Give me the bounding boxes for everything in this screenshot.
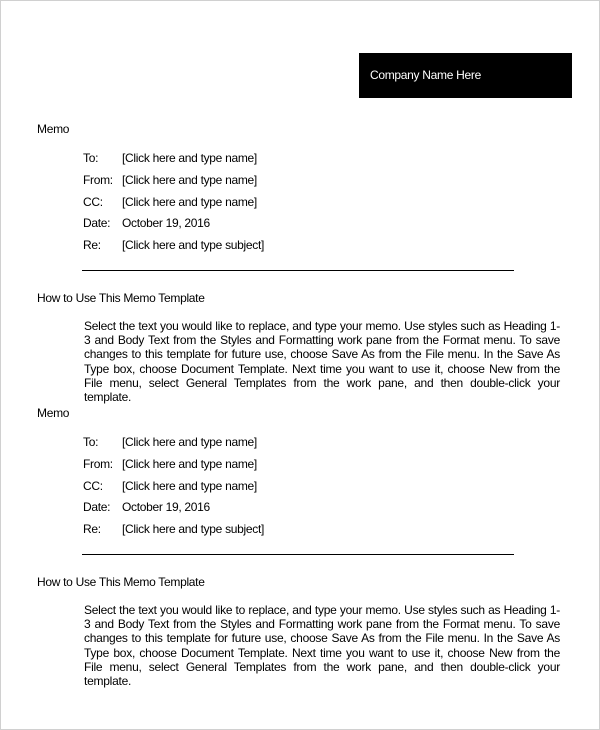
howto-heading: How to Use This Memo Template: [37, 291, 205, 305]
from-field-row[interactable]: [83, 456, 257, 472]
cc-value[interactable]: [Click here and type name]: [122, 479, 257, 493]
re-value[interactable]: [Click here and type subject]: [122, 238, 265, 252]
howto-heading: How to Use This Memo Template: [37, 575, 205, 589]
date-value[interactable]: October 19, 2016: [122, 216, 210, 230]
cc-value[interactable]: [Click here and type name]: [122, 195, 257, 209]
cc-field-row[interactable]: [83, 194, 257, 210]
divider-line: [82, 270, 514, 271]
divider-line: [82, 554, 514, 555]
cc-label: CC:: [83, 195, 103, 209]
cc-field-row[interactable]: [83, 478, 257, 494]
memo-title: Memo: [37, 122, 70, 136]
from-value[interactable]: [Click here and type name]: [122, 457, 257, 471]
date-field-row[interactable]: [83, 215, 210, 231]
from-value[interactable]: [Click here and type name]: [122, 173, 257, 187]
howto-body[interactable]: Select the text you would like to replace, and type your memo. Use styles such as Heading 1-3 and Body Text from the Styles and Formatting work pane from the Format menu. To save changes to this template for future use, choose Save As from the File menu. In the Save As Type box, choose Document Template. Next time you want to use it, choose New from the File menu, select General Templates from the work pane, and then double-click your template.: [84, 319, 560, 405]
from-label: From:: [83, 457, 113, 471]
to-field-row[interactable]: [83, 434, 257, 450]
from-label: From:: [83, 173, 113, 187]
memo-title: Memo: [37, 406, 70, 420]
to-value[interactable]: [Click here and type name]: [122, 151, 257, 165]
date-field-row[interactable]: [83, 499, 210, 515]
to-value[interactable]: [Click here and type name]: [122, 435, 257, 449]
date-value[interactable]: October 19, 2016: [122, 500, 210, 514]
company-name-box[interactable]: Company Name Here: [359, 53, 572, 98]
re-value[interactable]: [Click here and type subject]: [122, 522, 265, 536]
cc-label: CC:: [83, 479, 103, 493]
re-field-row[interactable]: [83, 521, 264, 537]
date-label: Date:: [83, 216, 111, 230]
date-label: Date:: [83, 500, 111, 514]
to-label: To:: [83, 151, 99, 165]
from-field-row[interactable]: [83, 172, 257, 188]
to-field-row[interactable]: [83, 150, 257, 166]
to-label: To:: [83, 435, 99, 449]
howto-body[interactable]: Select the text you would like to replace, and type your memo. Use styles such as Heading 1-3 and Body Text from the Styles and Formatting work pane from the Format menu. To save changes to this template for future use, choose Save As from the File menu. In the Save As Type box, choose Document Template. Next time you want to use it, choose New from the File menu, select General Templates from the work pane, and then double-click your template.: [84, 603, 560, 689]
re-label: Re:: [83, 238, 101, 252]
re-label: Re:: [83, 522, 101, 536]
re-field-row[interactable]: [83, 237, 264, 253]
